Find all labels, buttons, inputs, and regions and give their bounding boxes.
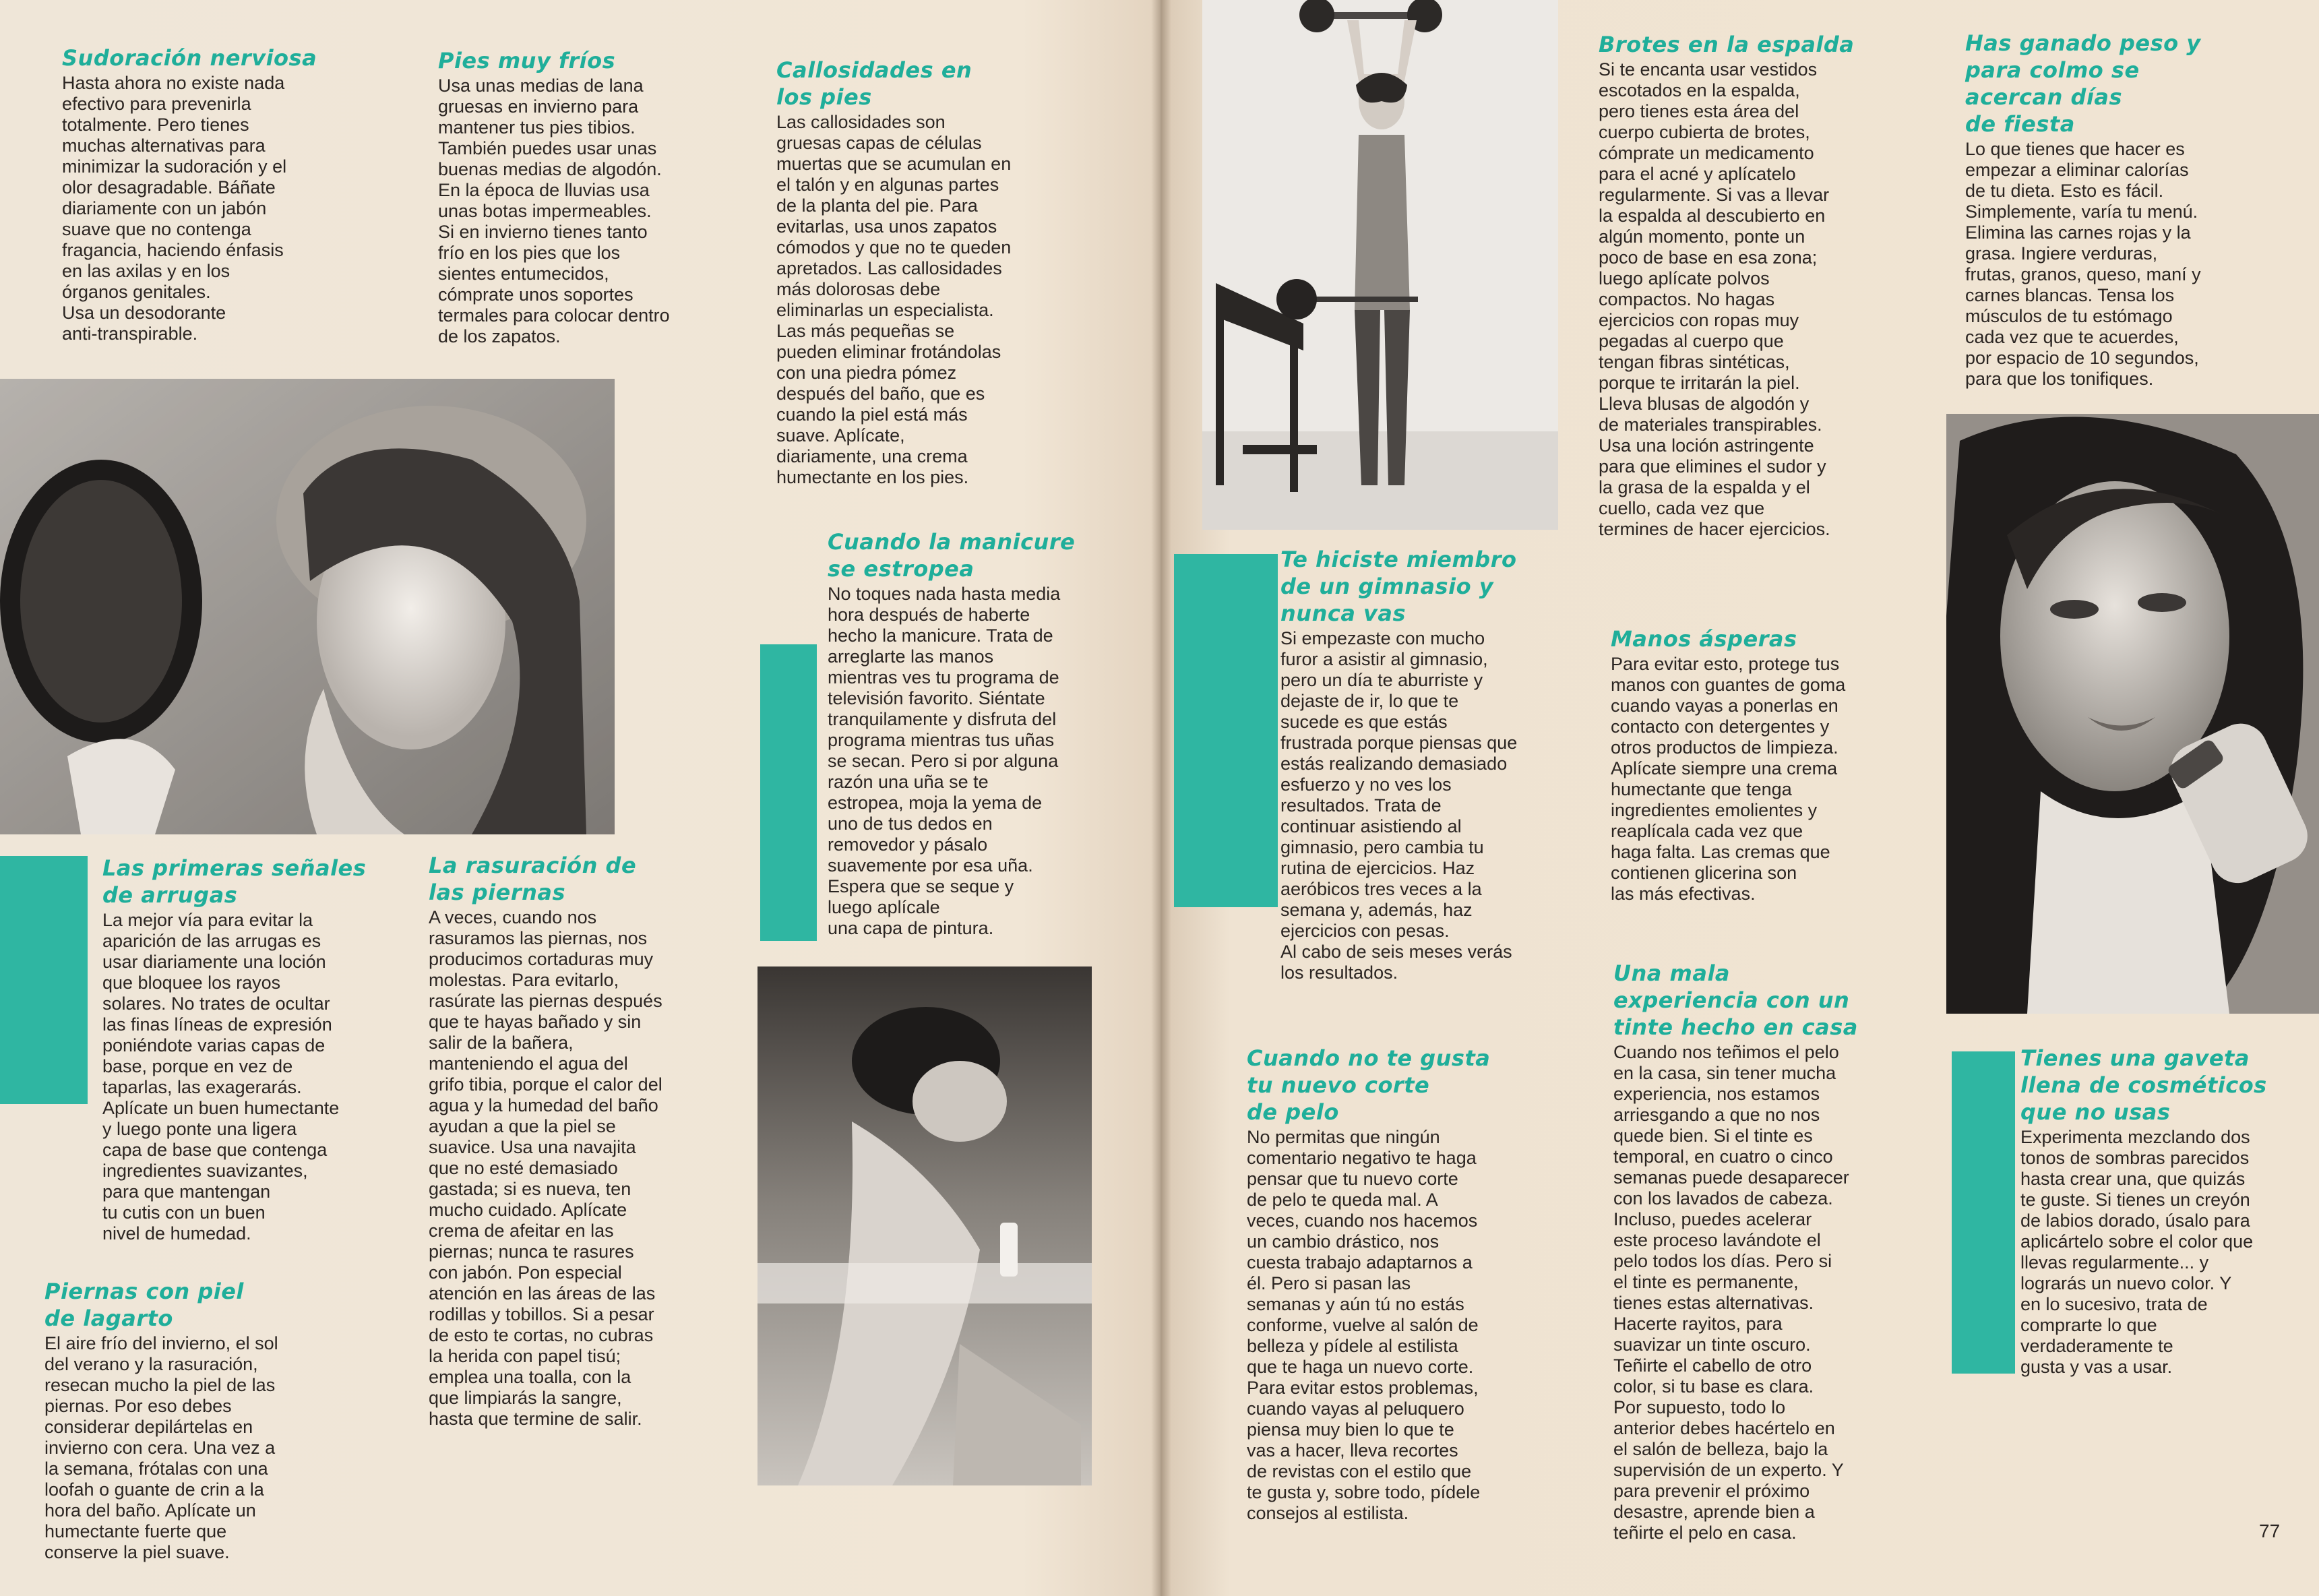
heading-callosidades: Callosidades en los pies [776,57,972,110]
photo-bath-legs [757,966,1092,1485]
body-arrugas: La mejor vía para evitar la aparición de las arrugas es usar diariamente una loción que bloquee los rayos solares. No trates de ocultar las finas líneas de expresión poniéndote varias capas de base, porque en vez de taparlas, las exagerarás. Aplícate un buen humectante y luego ponte una ligera capa de base que contenga ingredientes suavizantes, para que mantengan tu cutis con un buen nivel de humedad. [102,910,340,1244]
body-gaveta: Experimenta mezclando dos tonos de sombras parecidos hasta crear una, que quizás te guste. Si tienes un creyón de labios dorado, úsalo para aplicártelo sobre el color que llevas regularmente... y lograrás un nuevo color. Y en lo sucesivo, trata de comprarte lo que verdaderamente te gusta y vas a usar. [2020,1127,2254,1377]
heading-arrugas: Las primeras señales de arrugas [102,855,367,908]
article-brotes [1599,31,1902,540]
article-gaveta [2020,1045,2310,1378]
heading-gaveta: Tienes una gaveta llena de cosméticos que no usas [2020,1045,2267,1125]
heading-tinte: Una mala experiencia con un tinte hecho en casa [1613,960,1858,1040]
body-peso: Lo que tienes que hacer es empezar a eliminar calorías de tu dieta. Esto es fácil. Simplemente, varía tu menú. Elimina las carnes rojas y la grasa. Ingiere verduras, frutas, granos, queso, maní y carnes blancas. Tensa los músculos de tu estómago cada vez que te acuerdes, por espacio de 10 segundos, para que los tonifiques. [1965,139,2201,389]
article-manicure [828,528,1124,939]
page-gutter [1151,0,1171,1596]
heading-sudoracion: Sudoración nerviosa [62,45,317,71]
article-gimnasio [1280,546,1577,983]
accent-bar-gimnasio [1174,554,1278,907]
heading-gimnasio: Te hiciste miembro de un gimnasio y nunca vas [1280,547,1517,626]
photo-woman-portrait [1946,414,2319,1014]
heading-brotes: Brotes en la espalda [1599,32,1855,57]
article-tinte [1613,960,1910,1543]
body-manicure: No toques nada hasta media hora después de haberte hecho la manicure. Trata de arreglarte las manos mientras ves tu programa de televisión favorito. Siéntate tranquilamente y disfruta del programa mientras tus uñas se secan. Pero si por alguna razón una uña se te estropea, moja la yema de uno de tus dedos en removedor y pásalo suavemente por esa uña. Espera que se seque y luego aplícale una capa de pintura. [828,584,1061,938]
article-callosidades [776,57,1080,488]
heading-rasuracion: La rasuración de las piernas [429,853,637,905]
article-peso [1965,30,2262,390]
body-piernas-lagarto: El aire frío del invierno, el sol del verano y la rasuración, resecan mucho la piel de las piernas. Por eso debes considerar depilártelas en invierno con cera. Una vez a la semana, frótalas con una loofah o guante de crin a la hora del baño. Aplícate un humectante fuerte que conserve la piel suave. [44,1333,278,1562]
body-callosidades: Las callosidades son gruesas capas de células muertas que se acumulan en el talón y en algunas partes de la planta del pie. Para evitarlas, usa unos zapatos cómodos y que no te queden apretados. Las callosidades más dolorosas debe eliminarlas un especialista. Las más pequeñas se pueden eliminar frotándolas con una piedra pómez después del baño, que es cuando la piel está más suave. Aplícate, diariamente, una crema humectante en los pies. [776,112,1012,487]
article-piernas-lagarto [44,1278,341,1563]
article-arrugas [102,855,392,1244]
heading-manicure: Cuando la manicure se estropea [828,529,1076,582]
accent-bar-arrugas [0,856,88,1104]
body-sudoracion: Hasta ahora no existe nada efectivo para prevenirla totalmente. Pero tienes muchas alternativas para minimizar la sudoración y el olor desagradable. Báñate diariamente con un jabón suave que no contenga fragancia, haciendo énfasis en las axilas y en los órganos genitales. Usa un desodorante anti-transpirable. [62,73,287,344]
accent-bar-manicure [760,644,817,941]
body-corte-pelo: No permitas que ningún comentario negativo te haga pensar que tu nuevo corte de pelo te queda mal. A veces, cuando nos hacemos un cambio drástico, nos cuesta trabajo adaptarnos a él. Pero si pasan las semanas y aún tú no estás conforme, vuelve al salón de belleza y pídele al estilista que te haga un nuevo corte. Para evitar estos problemas, cuando vayas al peluquero piensa muy bien lo que te vas a hacer, lleva recortes de revistas con el estilo que te gusta y, sobre todo, pídele consejos al estilista. [1247,1127,1481,1523]
photo-mirror-woman [0,379,615,834]
photo-weightlifting [1202,0,1558,530]
article-rasuracion [429,852,725,1430]
body-brotes: Si te encanta usar vestidos escotados en la espalda, pero tienes esta área del cuerpo cubierta de brotes, cómprate un medicamento para el acné y aplícatelo regularmente. Si vas a llevar la espalda al descubierto en algún momento, ponte un poco de base en esa zona; luego aplícate polvos compactos. No hagas ejercicios con ropas muy pegadas al cuerpo que tengan fibras sintéticas, porque te irritarán la piel. Lleva blusas de algodón y de materiales transpirables. Usa una loción astringente para que elimines el sudor y la grasa de la espalda y el cuello, cada vez que termines de hacer ejercicios. [1599,59,1830,539]
article-manos [1611,625,1907,904]
accent-bar-gaveta [1952,1051,2015,1374]
body-manos: Para evitar esto, protege tus manos con guantes de goma cuando vayas a ponerlas en contacto con detergentes y otros productos de limpieza. Aplícate siempre una crema humectante que tenga ingredientes emolientes y reaplícala cada vez que haga falta. Las cremas que contienen glicerina son las más efectivas. [1611,654,1846,904]
heading-piernas-lagarto: Piernas con piel de lagarto [44,1279,244,1331]
heading-pies-frios: Pies muy fríos [438,48,616,73]
body-pies-frios: Usa unas medias de lana gruesas en invierno para mantener tus pies tibios. También puedes usar unas buenas medias de algodón. En la época de lluvias usa unas botas impermeables. Si en invierno tienes tanto frío en los pies que los sientes entumecidos, cómprate unos soportes termales para colocar dentro de los zapatos. [438,75,670,346]
body-rasuracion: A veces, cuando nos rasuramos las piernas, nos producimos cortaduras muy molestas. Para evitarlo, rasúrate las piernas después que te hayas bañado y sin salir de la bañera, manteniendo el agua del grifo tibia, porque el calor del agua y la humedad del baño ayudan a que la piel se suavice. Usa una navajita que no esté demasiado gastada; si es nueva, ten mucho cuidado. Aplícate crema de afeitar en las piernas; nunca te rasures con jabón. Pon especial atención en las áreas de las rodillas y tobillos. Si a pesar de esto te cortas, no cubras la herida con papel tisú; emplea una toalla, con la que limpiarás la sangre, hasta que termine de salir. [429,907,662,1429]
body-gimnasio: Si empezaste con mucho furor a asistir al gimnasio, pero un día te aburriste y dejaste de ir, lo que te sucede es que estás frustrada porque piensas que estás realizando demasiado esfuerzo y no ves los resultados. Trata de continuar asistiendo al gimnasio, pero cambia tu rutina de ejercicios. Haz aeróbicos tres veces a la semana y, además, haz ejercicios con pesas. Al cabo de seis meses verás los resultados. [1280,628,1518,983]
article-pies-frios [438,47,728,347]
heading-corte-pelo: Cuando no te gusta tu nuevo corte de pelo [1247,1045,1491,1125]
heading-peso: Has ganado peso y para colmo se acercan días de fiesta [1965,30,2201,137]
body-tinte: Cuando nos teñimos el pelo en la casa, sin tener mucha experiencia, nos estamos arriesgando a que no nos quede bien. Si el tinte es temporal, en cuatro o cinco semanas puede desaparecer con los lavados de cabeza. Incluso, puedes acelerar este proceso lavándote el pelo todos los días. Pero si el tinte es permanente, tienes estas alternativas. Hacerte rayitos, para suavizar un tinte oscuro. Teñirte el cabello de otro color, si tu base es clara. Por supuesto, todo lo anterior debes hacértelo en el salón de belleza, bajo la supervisión de un experto. Y para prevenir el próximo desastre, aprende bien a teñirte el pelo en casa. [1613,1042,1849,1543]
heading-manos: Manos ásperas [1611,626,1797,652]
article-sudoracion [62,44,372,344]
page-number: 77 [2259,1521,2281,1541]
article-corte-pelo [1247,1045,1550,1524]
